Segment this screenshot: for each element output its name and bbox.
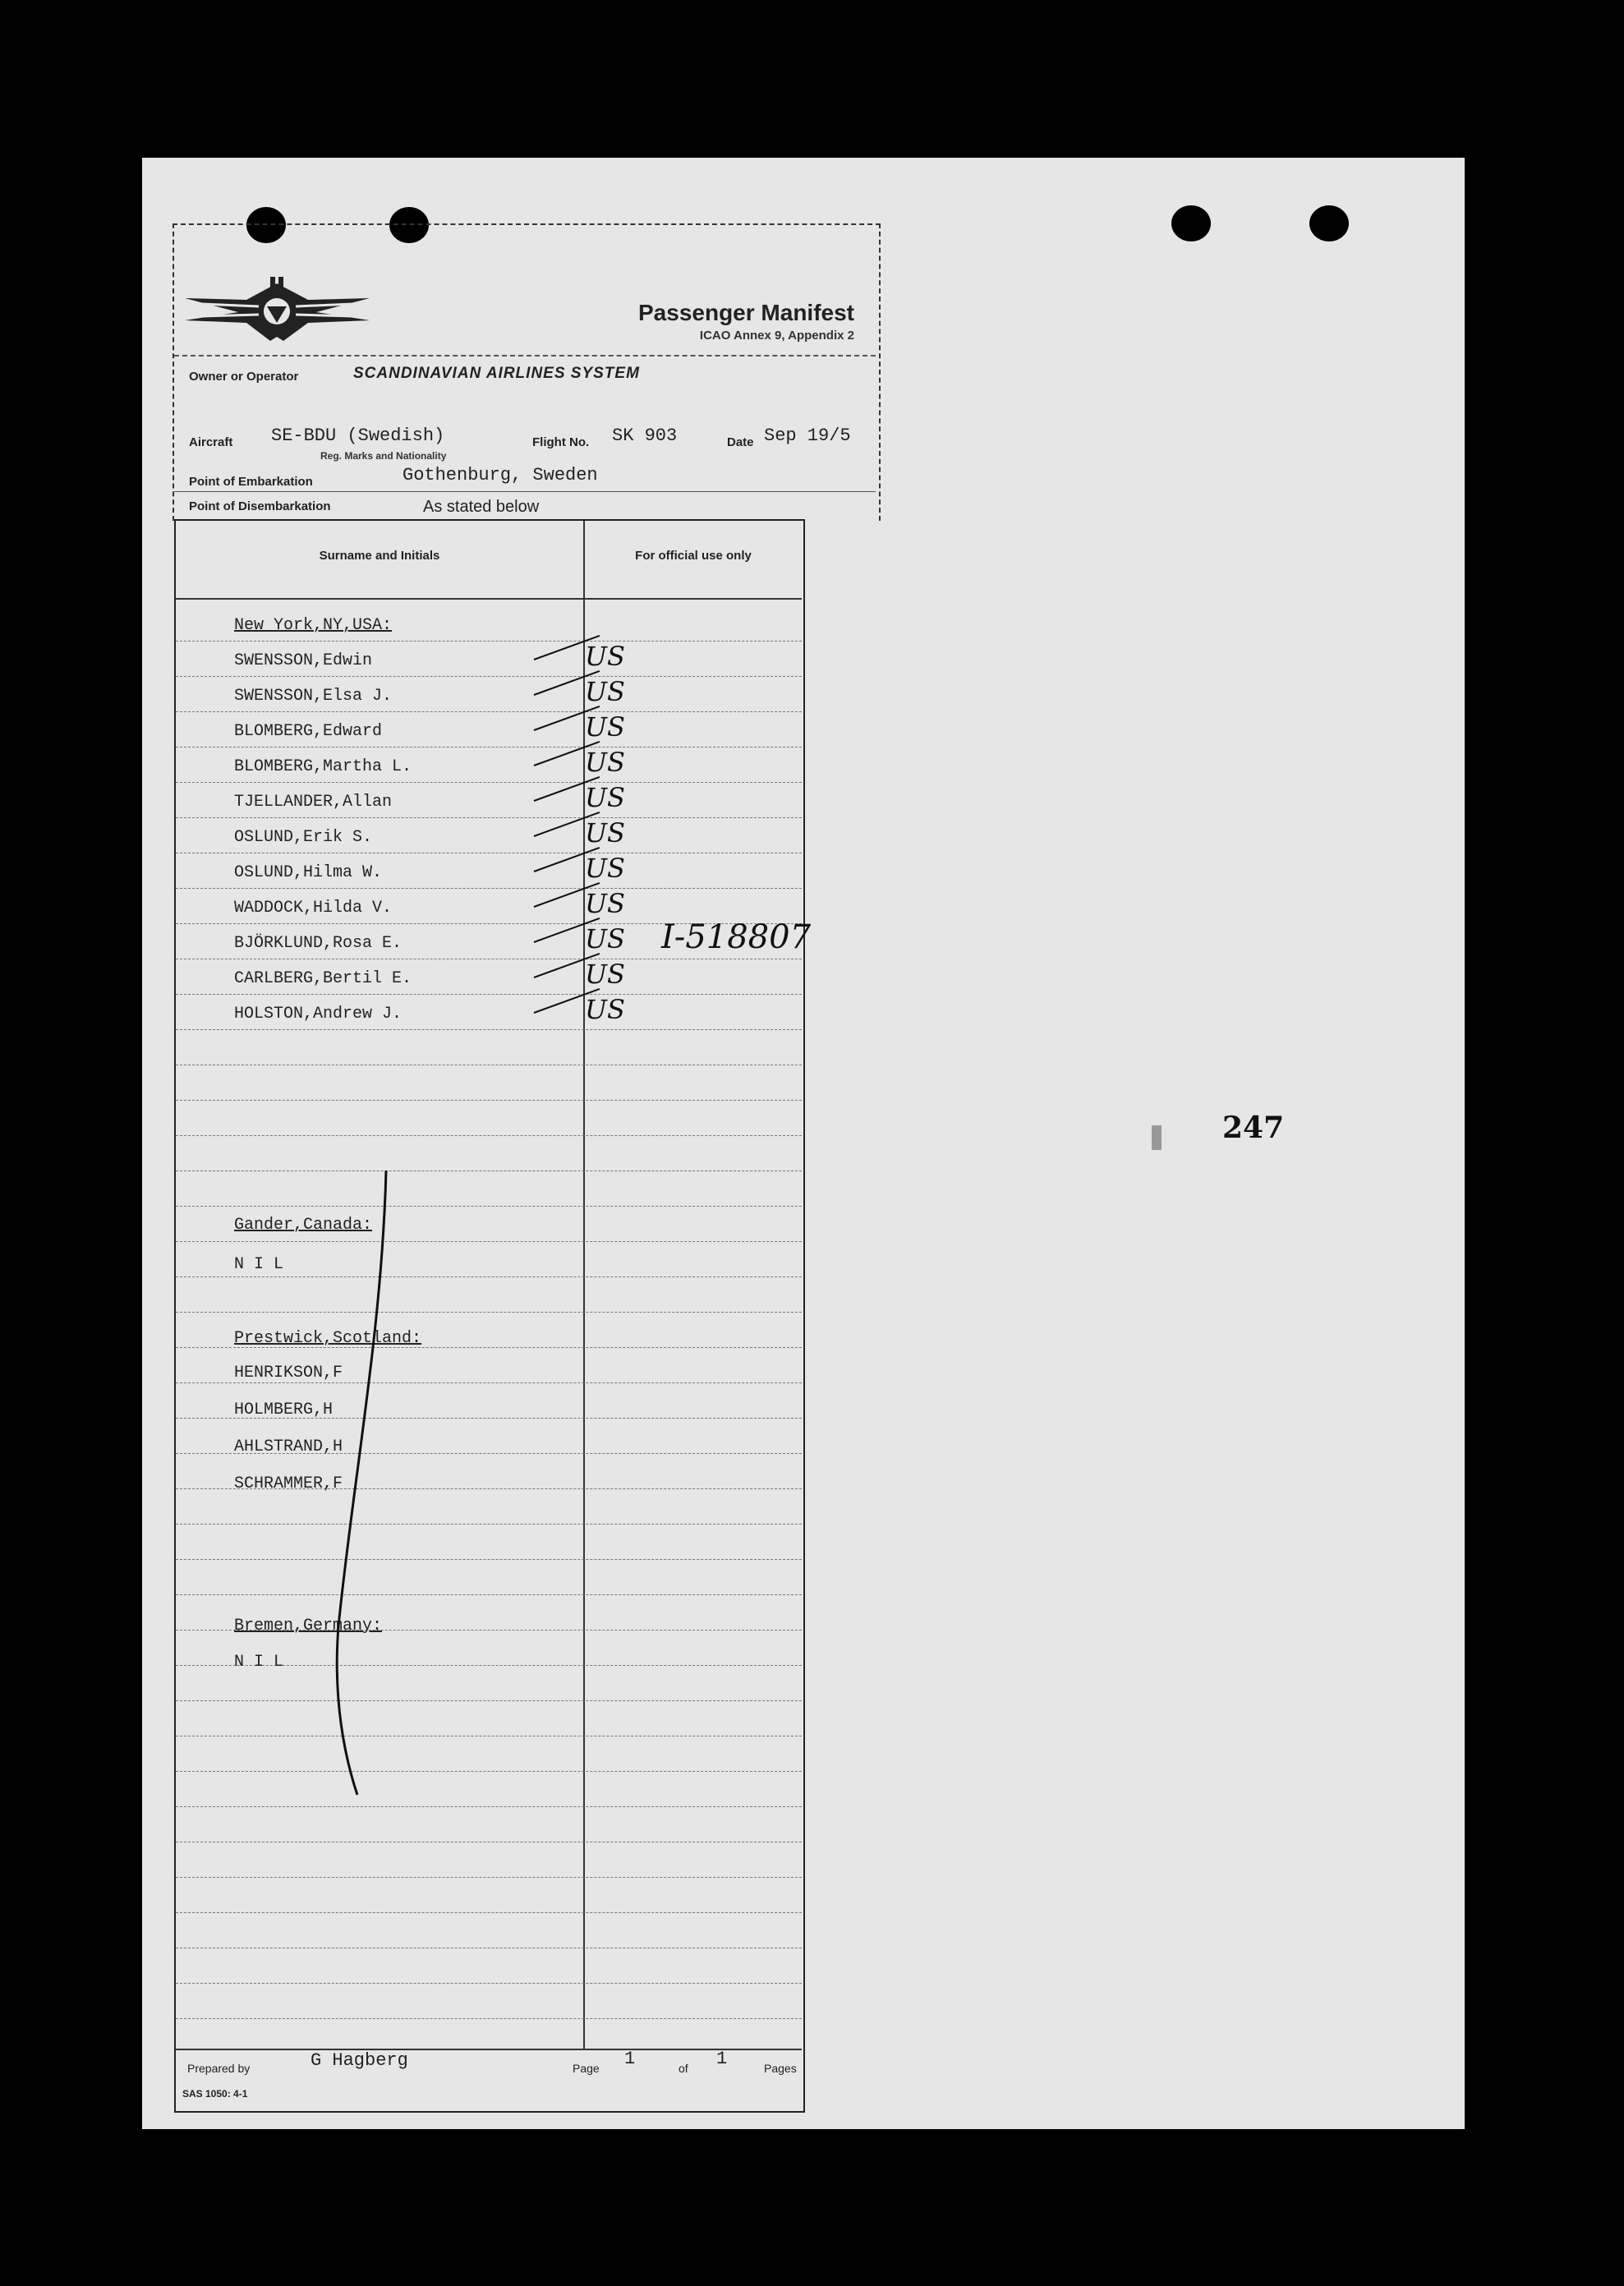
ruled-line bbox=[176, 1524, 802, 1525]
passenger-entry: OSLUND,Hilma W. bbox=[234, 863, 383, 882]
footer-rule bbox=[176, 2049, 802, 2050]
official-mark: US bbox=[585, 853, 625, 884]
ruled-line bbox=[176, 1276, 802, 1277]
passenger-entry: HOLMBERG,H bbox=[234, 1401, 334, 1419]
official-mark: US bbox=[585, 817, 625, 849]
page-value: 1 bbox=[624, 2049, 636, 2069]
stamp-number: 247 bbox=[1222, 1111, 1285, 1145]
passenger-entry: AHLSTRAND,H bbox=[234, 1437, 343, 1456]
prepared-value: G Hagberg bbox=[311, 2050, 408, 2071]
separator bbox=[174, 355, 876, 356]
disembark-label: Point of Disembarkation bbox=[189, 499, 331, 513]
form-code: SAS 1050: 4-1 bbox=[182, 2088, 248, 2100]
ruled-line bbox=[176, 1594, 802, 1595]
ruled-line bbox=[176, 1206, 802, 1207]
destination-heading: New York,NY,USA: bbox=[234, 616, 393, 635]
passenger-entry: HENRIKSON,F bbox=[234, 1364, 343, 1382]
separator bbox=[174, 491, 876, 492]
embark-label: Point of Embarkation bbox=[189, 475, 313, 489]
passenger-entry: BLOMBERG,Martha L. bbox=[234, 757, 412, 776]
official-mark: US bbox=[585, 782, 625, 813]
form-subtitle: ICAO Annex 9, Appendix 2 bbox=[699, 329, 854, 343]
ruled-line bbox=[176, 1983, 802, 1984]
passenger-entry: BJÖRKLUND,Rosa E. bbox=[234, 934, 403, 953]
passenger-entry: CARLBERG,Bertil E. bbox=[234, 969, 412, 988]
passenger-entry: SWENSSON,Edwin bbox=[234, 651, 373, 670]
ruled-line bbox=[176, 782, 802, 783]
passenger-entry: WADDOCK,Hilda V. bbox=[234, 899, 393, 918]
form-title: Passenger Manifest bbox=[638, 300, 854, 325]
owner-label: Owner or Operator bbox=[189, 370, 299, 384]
col-header-surname: Surname and Initials bbox=[319, 549, 440, 563]
ruled-line bbox=[176, 1559, 802, 1560]
official-mark: US bbox=[585, 747, 625, 778]
aircraft-label: Aircraft bbox=[189, 435, 233, 449]
ruled-line bbox=[176, 711, 802, 712]
passenger-entry: SCHRAMMER,F bbox=[234, 1474, 343, 1493]
ruled-line bbox=[176, 888, 802, 889]
official-mark: US bbox=[585, 711, 625, 743]
destination-heading: Gander,Canada: bbox=[234, 1216, 373, 1235]
ruled-line bbox=[176, 1312, 802, 1313]
ruled-line bbox=[176, 676, 802, 677]
col-header-official: For official use only bbox=[635, 549, 752, 563]
pen-stroke bbox=[320, 1166, 403, 1807]
ruled-line bbox=[176, 2018, 802, 2019]
embark-value: Gothenburg, Sweden bbox=[403, 465, 598, 485]
passenger-entry: TJELLANDER,Allan bbox=[234, 793, 393, 812]
ruled-line bbox=[176, 641, 802, 642]
official-mark: US bbox=[585, 994, 625, 1025]
ruled-line bbox=[176, 1912, 802, 1913]
passenger-entry: SWENSSON,Elsa J. bbox=[234, 687, 393, 706]
ruled-line bbox=[176, 817, 802, 818]
flight-label: Flight No. bbox=[532, 435, 590, 449]
ruled-line bbox=[176, 1382, 802, 1383]
passenger-entry: OSLUND,Erik S. bbox=[234, 828, 373, 847]
flight-value: SK 903 bbox=[612, 425, 678, 446]
stamp-mark bbox=[1152, 1125, 1162, 1150]
ruled-line bbox=[176, 1877, 802, 1878]
official-mark: US bbox=[585, 641, 625, 672]
reg-marks-label: Reg. Marks and Nationality bbox=[320, 450, 447, 462]
ruled-line bbox=[176, 1806, 802, 1807]
ruled-line bbox=[176, 1135, 802, 1136]
ruled-line bbox=[176, 1029, 802, 1030]
nil-entry: N I L bbox=[234, 1653, 284, 1672]
punch-hole bbox=[1309, 205, 1349, 241]
nil-entry: N I L bbox=[234, 1255, 284, 1274]
owner-value: SCANDINAVIAN AIRLINES SYSTEM bbox=[353, 365, 640, 382]
ruled-line bbox=[176, 1700, 802, 1701]
passenger-entry: HOLSTON,Andrew J. bbox=[234, 1005, 403, 1023]
ruled-line bbox=[176, 1100, 802, 1101]
official-mark: US bbox=[585, 959, 625, 990]
aircraft-value: SE-BDU (Swedish) bbox=[271, 425, 445, 446]
certificate-number: I-518807 bbox=[661, 918, 812, 956]
pages-label: Pages bbox=[764, 2062, 797, 2075]
ruled-line bbox=[176, 994, 802, 995]
of-value: 1 bbox=[716, 2049, 728, 2069]
official-mark: US bbox=[585, 923, 625, 954]
destination-heading: Prestwick,Scotland: bbox=[234, 1329, 422, 1348]
date-value: Sep 19/5 bbox=[764, 425, 851, 446]
date-label: Date bbox=[727, 435, 754, 449]
prepared-label: Prepared by bbox=[187, 2062, 251, 2075]
official-mark: US bbox=[585, 676, 625, 707]
header-row-rule bbox=[176, 598, 802, 600]
page-label: Page bbox=[573, 2062, 600, 2075]
destination-heading: Bremen,Germany: bbox=[234, 1617, 383, 1635]
punch-hole bbox=[1171, 205, 1211, 241]
ruled-line bbox=[176, 1771, 802, 1772]
airline-logo-icon bbox=[185, 275, 370, 349]
official-mark: US bbox=[585, 888, 625, 919]
of-label: of bbox=[679, 2062, 688, 2075]
ruled-line bbox=[176, 1241, 802, 1242]
passenger-entry: BLOMBERG,Edward bbox=[234, 722, 383, 741]
disembark-value: As stated below bbox=[423, 498, 540, 516]
